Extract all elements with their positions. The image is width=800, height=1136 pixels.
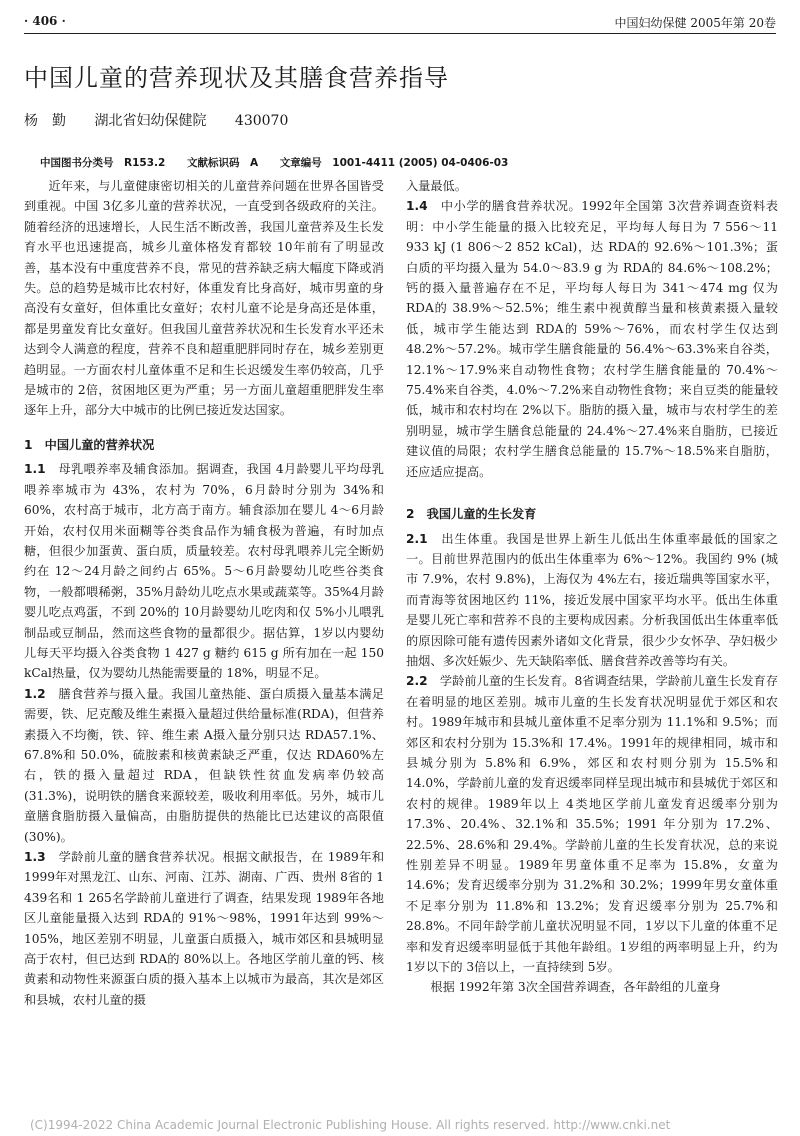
paragraph-1-3 — [24, 847, 384, 1010]
subsection-number: 1.1 — [24, 462, 46, 477]
paragraph-1-3-continued: 入量最低。 — [406, 179, 467, 193]
paragraph-text: 中小学的膳食营养状况。1992年全国第 3次营养调查资料表明：中小学生能量的摄入比较充足，平均每人每日为 7 556～11 933 kJ (1 806～2 852 kCal)，达 RDA的 92.6%～101.3%；蛋白质的平均摄入量为 54.0～83.9 g 为 RDA的 84.6%～108.2%；钙的摄入量普遍存在不足，平均每人每日为 341～474 mg 仅为 RDA的 38.9%～52.5%；维生素中视黄醇当量和核黄素摄入量较低，城市学生能达到 RDA的 59%～76%，而农村学生仅达到 48.2%～57.2%。城市学生膳食能量的 56.4%～63.3%来自谷类，12.1%～17.9%来自动物性食物；农村学生膳食能量的 70.4%～75.4%来自谷类，4.0%～7.2%来自动物性食物；来自豆类的能量较低，城市和农村均在 2%以下。脂肪的摄入量，城市与农村学生的差别明显，城市学生膳食总能量的 24.4%～27.4%来自脂肪，已接近建议值的局限；农村学生膳食总能量的 15.7%～18.5%来自脂肪，还应适应提高。 — [406, 199, 778, 479]
right-column — [406, 176, 778, 998]
header-rule — [24, 33, 776, 34]
paragraph-text: 学龄前儿童的膳食营养状况。根据文献报告，在 1989年和 1999年对黑龙江、山东、河南、江苏、湖南、广西、贵州 8省的 1 439名和 1 265名学龄前儿童进行了调查，结果发现 1989年各地区儿童能量摄入达到 RDA的 91%～98%，1991年达到 99%～105%，地区差别不明显，儿童蛋白质摄入，城市郊区和县城明显高于农村，但已达到 RDA的 80%以上。各地区学前儿童的钙、核黄素和动物性来源蛋白质的摄入基本上以城市为最高，其次是郊区和县城，农村儿童的摄 — [24, 850, 385, 1007]
page-number: · 406 · — [24, 14, 66, 28]
section-heading-2: 2 我国儿童的生长发育 — [406, 507, 537, 522]
subsection-number: 1.2 — [24, 686, 46, 701]
author-affiliation: 湖北省妇幼保健院 — [94, 113, 207, 129]
paragraph-2-1 — [406, 529, 778, 672]
copyright-watermark: (C)1994-2022 China Academic Journal Electronic Publishing House. All rights reserved. http://www.cnki.net — [30, 1118, 671, 1132]
paragraph-1-2 — [24, 684, 384, 847]
subsection-number: 2.2 — [406, 674, 428, 689]
author-postcode: 430070 — [234, 113, 289, 129]
article-number: 文章编号 1001-4411 (2005) 04-0406-03 — [279, 157, 509, 169]
classification-line — [40, 155, 526, 170]
paragraph-last-line: 根据 1992年第 3次全国营养调查，各年龄组的儿童身 — [430, 980, 721, 995]
author-name: 杨 勤 — [24, 113, 66, 129]
paragraph-2-2 — [406, 671, 778, 977]
paragraph-1-4 — [406, 196, 778, 482]
document-code: 文献标识码 A — [186, 157, 259, 169]
subsection-number: 2.1 — [406, 531, 428, 546]
subsection-number: 1.4 — [406, 199, 428, 214]
paragraph-1-1 — [24, 459, 384, 683]
paragraph-text: 出生体重。我国是世界上新生儿低出生体重率最低的国家之一。目前世界范围内的低出生体重率为 6%～12%。我国约 9% (城市 7.9%，农村 9.8%)，上海仅为 4%左右，接近瑞典等国家水平，而青海等贫困地区约 11%，接近发展中国家平均水平。低出生体重是婴儿死亡率和营养不良的主要构成因素。分析我国低出生体重率低的原因除可能有遗传因素外诸如文化背景，很少少女怀孕、孕妇极少抽烟、多次妊娠少、先天缺陷率低、膳食营养改善等均有关。 — [406, 531, 779, 668]
article-title: 中国儿童的营养现状及其膳食营养指导 — [24, 64, 449, 92]
section-heading-1: 1 中国儿童的营养状况 — [24, 437, 155, 452]
journal-name: 中国妇幼保健 2005年第 20卷 — [614, 16, 776, 30]
paragraph-text: 学龄前儿童的生长发育。8省调查结果，学龄前儿童生长发育存在着明显的地区差别。城市儿童的生长发育状况明显优于郊区和农村。1989年城市和县城儿童体重不足率分别为 11.1%和 9.5%；而郊区和农村分别为 15.3%和 17.4%。1991年的规律相同，城市和县城分别为 5.8%和 6.9%，郊区和农村则分别为 15.5%和 14.0%，学龄前儿童的发育迟缓率同样呈现出城市和县城优于郊区和农村的规律。1989年以上 4类地区学前儿童发育迟缓率分别为 17.3%、20.4%、32.1%和 35.5%；1991 年分别为 17.2%、22.5%、28.6%和 29.4%。学龄前儿童的生长发育状况，总的来说性别差异不明显。1989年男童体重不足率为 15.8%，女童为 14.6%；发育迟缓率分别为 31.2%和 30.2%；1999年男女童体重不足率分别为 11.8%和 13.2%；发育迟缓率分别为 25.7%和 28.8%。不同年龄学前儿童状况明显不同，1岁以下儿童的体重不足率和发育迟缓率明显低于其他年龄组。1岁组的两率明显上升，约为 1岁以下的 3倍以上，一直持续到 5岁。 — [406, 674, 779, 975]
clc-number: 中国图书分类号 R153.2 — [40, 157, 166, 169]
left-column — [24, 176, 384, 1010]
subsection-number: 1.3 — [24, 850, 46, 864]
paragraph-text: 母乳喂养率及辅食添加。据调查，我国 4月龄婴儿平均母乳喂养率城市为 43%，农村为 70%，6月龄时分别为 34%和 60%，农村高于城市，北方高于南方。辅食添加在婴儿 4～6月龄开始，农村仅用米面糊等谷类食品作为辅食极为普遍，有时加点糖，但很少加蛋黄、蛋白质，质量较差。农村母乳喂养儿完全断奶约在 12～24月龄之间约占 65%。5～6月龄婴幼儿吃些谷类食物，一般都喂稀粥，35%月龄幼儿吃点水果或蔬菜等。35%4月龄婴儿吃点鸡蛋，不到 20%的 10月龄婴幼儿吃肉和仅 5%小儿喂乳制品或豆制品，然而这些食物的量都很少。据估算，1岁以内婴幼儿每天平均摄入谷类食物 1 427 g 糖约 615 g 所有加在一起 150 kCal热量，仅为婴幼儿热能需要量的 18%，明显不足。 — [24, 462, 384, 681]
running-header — [24, 12, 776, 32]
author-line — [24, 110, 312, 130]
intro-paragraph: 近年来，与儿童健康密切相关的儿童营养问题在世界各国皆受到重视。中国 3亿多儿童的营养状况，一直受到各级政府的关注。随着经济的迅速增长，人民生活不断改善，我国儿童营养及生长发育水平也迅速提高，城乡儿童体格发育都较 10年前有了明显改善，基本没有中重度营养不良，常见的营养缺乏病大幅度下降或消失。总的趋势是城市比农村好，体重发育比身高好，城市男童的身高没有女童好，但体重比女童好；农村儿童不论是身高还是体重，都是男童发育比女童好。但我国儿童营养状况和生长发育水平还未达到令人满意的程度，营养不良和超重肥胖同时存在，城乡差别更趋明显。一方面农村儿童体重不足和生长迟缓发生率仍较高，几乎是城市的 2倍，贫困地区更为严重；另一方面儿童超重肥胖发生率逐年上升，部分大中城市的比例已接近发达国家。 — [24, 179, 384, 418]
paragraph-text: 膳食营养与摄入量。我国儿童热能、蛋白质摄入量基本满足需要，铁、尼克酸及维生素摄入量超过供给量标准(RDA)，但营养素摄入不均衡，铁、锌、维生素 A摄入量分别只达 RDA57.1%、67.8%和 50.0%，硫胺素和核黄素缺乏严重，仅达 RDA60%左右，铁的摄入量超过 RDA，但缺铁性贫血发病率仍较高 (31.3%)，说明铁的膳食来源较差，吸收利用率低。另外，城市儿童膳食脂肪摄入量偏高，由脂肪提供的热能比已达建议的高限值 (30%)。 — [24, 686, 385, 844]
